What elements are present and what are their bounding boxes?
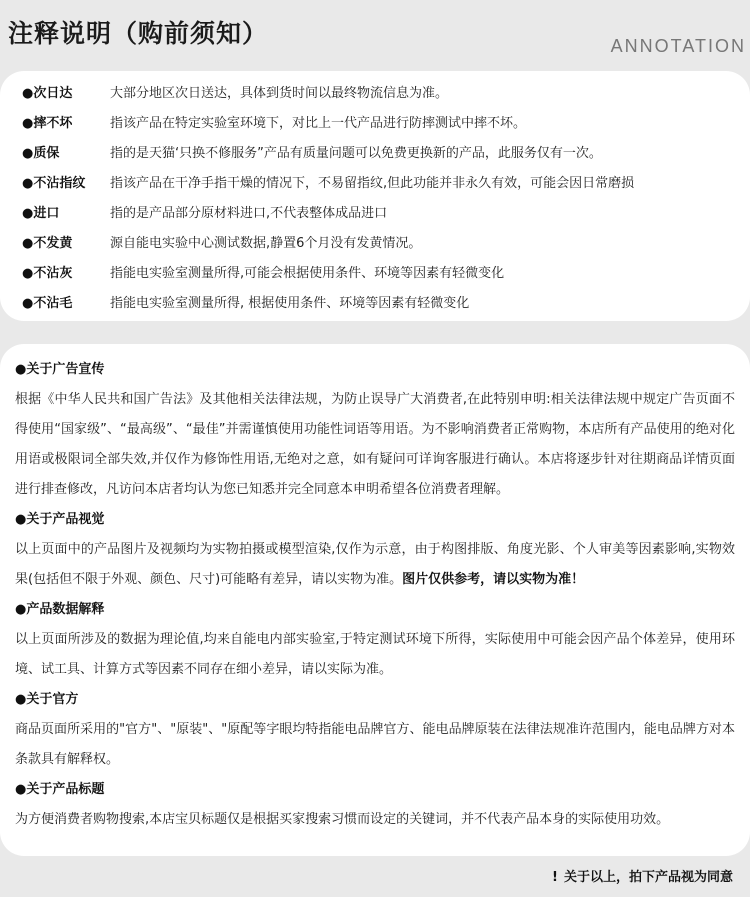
data-body: 以上页面所涉及的数据为理论值,均来自能电内部实验室,于特定测试环境下所得，实际使用中可能会因产品个体差异，使用环境、试工具、计算方式等因素不同存在细小差异，请以实际为准。 xyxy=(15,632,735,677)
data-heading: ●产品数据解释 xyxy=(15,602,105,617)
page-header xyxy=(0,0,750,68)
term-desc: 指该产品在特定实验室环境下，对比上一代产品进行防摔测试中摔不坏。 xyxy=(110,116,527,131)
ad-body: 根据《中华人民共和国广告法》及其他相关法律法规，为防止误导广大消费者,在此特别申明:相关法律法规中规定广告页面不得使用“国家级”、“最高级”、“最佳”并需谨慎使用功能性词语等用语。为不影响消费者正常购物，本店所有产品使用的绝对化用语或极限词全部失效,并仅作为修饰性用语,无绝对之意，如有疑问可详询客服进行确认。本店将逐步针对往期商品详情页面进行排查修改，凡访问本店者均认为您已知悉并完全同意本申明希望各位消费者理解。 xyxy=(15,392,735,497)
term-row xyxy=(0,169,750,199)
term-desc: 指能电实验室测量所得, 根据使用条件、环境等因素有轻微变化 xyxy=(110,296,470,311)
term-row xyxy=(0,79,750,109)
ad-heading: ●关于广告宣传 xyxy=(15,362,105,377)
term-desc: 指该产品在干净手指干燥的情况下，不易留指纹,但此功能并非永久有效，可能会因日常磨损 xyxy=(110,176,635,191)
term-row xyxy=(0,289,750,319)
term-row xyxy=(0,199,750,229)
title-body: 为方便消费者购物搜索,本店宝贝标题仅是根据买家搜索习惯而设定的关键词，并不代表产品本身的实际使用功效。 xyxy=(15,812,670,827)
footer-text: 关于以上，拍下产品视为同意 xyxy=(563,870,733,885)
footer-notice xyxy=(552,866,733,885)
term-desc: 大部分地区次日送达，具体到货时间以最终物流信息为准。 xyxy=(110,86,449,101)
title-heading: ●关于产品标题 xyxy=(15,782,105,797)
official-body: 商品页面所采用的"官方"、"原装"、"原配等字眼均特指能电品牌官方、能电品牌原装在法律法规准许范围内，能电品牌方对本条款具有解释权。 xyxy=(15,722,735,767)
term-name: ●摔不坏 xyxy=(22,116,73,131)
term-name: ●不发黄 xyxy=(22,236,73,251)
term-name: ●不沾毛 xyxy=(22,296,73,311)
term-name: ●次日达 xyxy=(22,86,73,101)
term-row xyxy=(0,259,750,289)
term-desc: 指的是天猫‘只换不修服务”产品有质量问题可以免费更换新的产品，此服务仅有一次。 xyxy=(110,146,602,161)
term-name: ●不沾灰 xyxy=(22,266,73,281)
visual-body xyxy=(15,535,735,595)
term-row xyxy=(0,139,750,169)
term-name: ●进口 xyxy=(22,206,60,221)
disclaimer-card xyxy=(0,344,750,856)
term-row xyxy=(0,229,750,259)
annotation-label: ANNOTATION xyxy=(610,36,746,56)
visual-emphasis: 图片仅供参考，请以实物为准！ xyxy=(402,572,585,587)
term-name: ●质保 xyxy=(22,146,60,161)
official-heading: ●关于官方 xyxy=(15,692,79,707)
terms-card xyxy=(0,71,750,321)
visual-body-text: 以上页面中的产品图片及视频均为实物拍摄或模型渲染,仅作为示意，由于构图排版、角度光影、个人审美等因素影响,实物效果(包括但不限于外观、颜色、尺寸)可能略有差异，请以实物为准。 xyxy=(15,542,735,587)
term-name: ●不沾指纹 xyxy=(22,176,86,191)
term-desc: 指的是产品部分原材料进口,不代表整体成品进口 xyxy=(110,206,388,221)
term-desc: 源自能电实验中心测试数据,静置6个月没有发黄情况。 xyxy=(110,236,422,251)
exclamation-icon: ! xyxy=(552,870,558,885)
term-row xyxy=(0,109,750,139)
page-title: 注释说明（购前须知） xyxy=(8,19,269,48)
visual-heading: ●关于产品视觉 xyxy=(15,512,105,527)
term-desc: 指能电实验室测量所得,可能会根据使用条件、环境等因素有轻微变化 xyxy=(110,266,505,281)
